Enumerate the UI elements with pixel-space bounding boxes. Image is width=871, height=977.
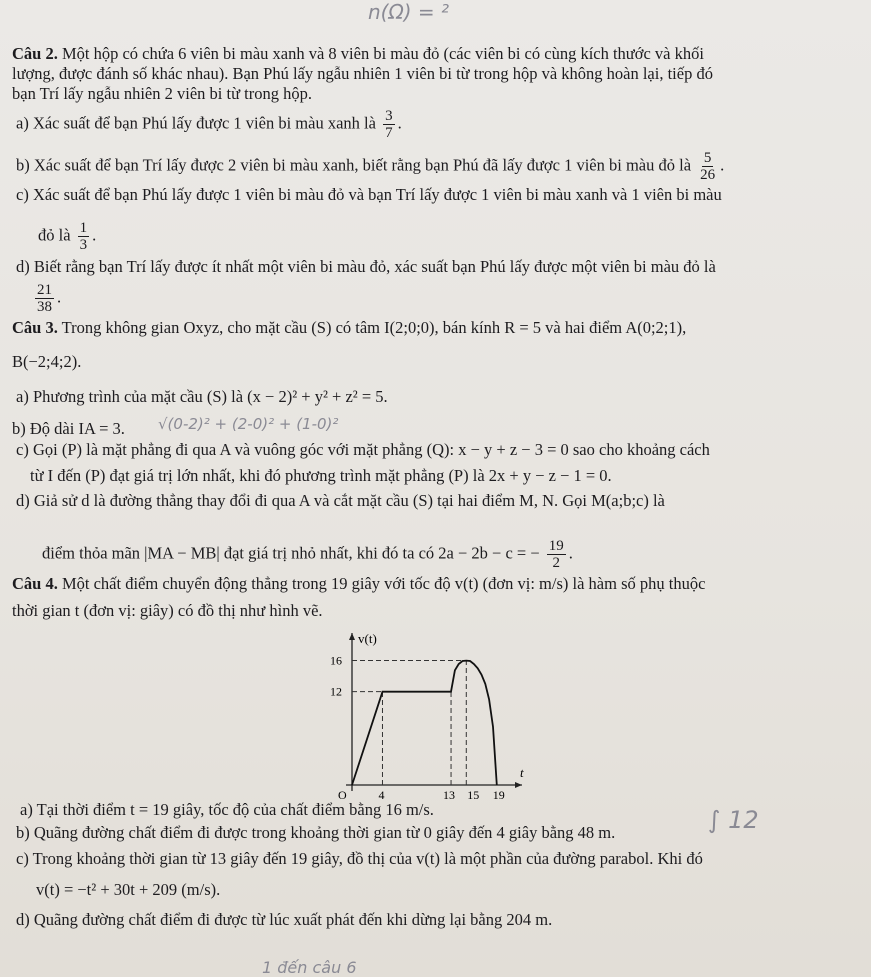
q3-line2: B(−2;4;2). — [12, 352, 82, 371]
fraction — [383, 108, 395, 141]
q2-statement-b: b) Xác suất để bạn Trí lấy được 2 viên bi màu xanh, biết rằng bạn Phú đã lấy được 1 viên bi màu đỏ là $\frac{5}{26}$ . — [16, 150, 725, 183]
numerator: 5 — [703, 150, 712, 166]
fraction — [547, 538, 566, 571]
q2-c2-text: đỏ là — [38, 225, 71, 245]
q2-statement-c1: c) Xác suất để bạn Phú lấy được 1 viên bi màu đỏ và bạn Trí lấy được 1 viên bi màu xanh và 1 viên bi màu — [16, 185, 722, 204]
fraction — [78, 220, 90, 253]
q2-line3: bạn Trí lấy ngẫu nhiên 2 viên bi từ trong hộp. — [12, 84, 312, 103]
q2-statement-a: a) Xác suất để bạn Phú lấy được 1 viên bi màu xanh là $\frac{3}{7}$ . — [16, 108, 402, 141]
x-axis-arrow — [515, 782, 522, 788]
q4-line1-text: Một chất điểm chuyển động thẳng trong 19 giây với tốc độ v(t) (đơn vị: m/s) là hàm số phụ thuộc — [61, 574, 706, 593]
q4-statement-d: d) Quãng đường chất điểm đi được từ lúc xuất phát đến khi dừng lại bằng 204 m. — [16, 910, 553, 929]
y-tick-label: 16 — [330, 653, 342, 668]
q2-line1 — [12, 44, 704, 64]
q3-title: Câu 3. — [12, 318, 58, 337]
handwritten-note-top: n(Ω) = ² — [368, 0, 450, 24]
numerator: 21 — [37, 282, 52, 298]
q3-statement-c2: từ I đến (P) đạt giá trị lớn nhất, khi đó phương trình mặt phẳng (P) là 2x + y − z − 1 = 0. — [30, 466, 612, 485]
q3-d2-text: điểm thỏa mãn |MA − MB| đạt giá trị nhỏ nhất, khi đó ta có 2a − 2b − c = − — [42, 543, 540, 563]
q2-statement-c2: đỏ là $\frac{1}{3}$ . — [38, 220, 97, 253]
handwritten-note-bottom: 1 đến câu 6 — [262, 958, 357, 977]
q3-statement-c1: c) Gọi (P) là mặt phẳng đi qua A và vuông góc với mặt phẳng (Q): x − y + z − 3 = 0 sao cho khoảng cách — [16, 440, 710, 459]
q3-statement-d2: điểm thỏa mãn |MA − MB| đạt giá trị nhỏ nhất, khi đó ta có 2a − 2b − c = − $\frac{19}{2}$ . — [42, 538, 573, 571]
y-axis-arrow — [349, 633, 355, 640]
q3-statement-b: b) Độ dài IA = 3. — [12, 419, 125, 438]
q4-statement-b: b) Quãng đường chất điểm đi được trong khoảng thời gian từ 0 giây đến 4 giây bằng 48 m. — [16, 823, 616, 842]
x-tick-label: 15 — [467, 788, 480, 800]
fraction — [698, 150, 717, 183]
velocity-curve — [352, 661, 497, 785]
handwritten-calc: √(0-2)² + (2-0)² + (1-0)² — [158, 415, 339, 433]
denominator: 26 — [700, 167, 716, 183]
origin-label: O — [338, 788, 347, 800]
numerator: 3 — [385, 108, 393, 124]
q3-line1-text: Trong không gian Oxyz, cho mặt cầu (S) có tâm I(2;0;0), bán kính R = 5 và hai điểm A(0;2;1), — [61, 318, 687, 337]
numerator: 19 — [548, 538, 564, 554]
denominator: 38 — [37, 299, 52, 315]
numerator: 1 — [79, 220, 88, 236]
q4-statement-a: a) Tại thời điểm t = 19 giây, tốc độ của chất điểm bằng 16 m/s. — [20, 800, 434, 819]
q3-statement-d1: d) Giả sử d là đường thẳng thay đổi đi qua A và cắt mặt cầu (S) tại hai điểm M, N. Gọi M(a;b;c) là — [16, 491, 665, 510]
q4-statement-c2: v(t) = −t² + 30t + 209 (m/s). — [36, 880, 221, 899]
q3-line1 — [12, 318, 686, 338]
denominator: 3 — [79, 237, 88, 253]
denominator: 2 — [552, 555, 561, 571]
q2-statement-d: d) Biết rằng bạn Trí lấy được ít nhất một viên bi màu đỏ, xác suất bạn Phú lấy được một viên bi màu đỏ là — [16, 257, 716, 276]
q2-d-fraction: $\frac{21}{38}$ . — [37, 282, 62, 315]
q2-line1-text: Một hộp có chứa 6 viên bi màu xanh và 8 viên bi màu đỏ (các viên bi có cùng kích thước và khối — [61, 44, 704, 63]
x-tick-label: 19 — [492, 788, 505, 800]
y-axis-label: v(t) — [358, 631, 377, 646]
q3-statement-a: a) Phương trình của mặt cầu (S) là (x − 2)² + y² + z² = 5. — [16, 387, 388, 406]
x-tick-label: 4 — [378, 788, 385, 800]
q4-statement-c1: c) Trong khoảng thời gian từ 13 giây đến 19 giây, đồ thị của v(t) là một phần của đường parabol. Khi đó — [16, 849, 703, 868]
q2-title: Câu 2. — [12, 44, 58, 63]
x-axis-label: t — [520, 765, 524, 780]
q2-a-text: a) Xác suất để bạn Phú lấy được 1 viên bi màu xanh là — [16, 113, 376, 133]
handwritten-integral: ∫ 12 — [708, 806, 759, 834]
y-tick-label: 12 — [330, 684, 342, 699]
q4-title: Câu 4. — [12, 574, 58, 593]
q4-line2: thời gian t (đơn vị: giây) có đồ thị như hình vẽ. — [12, 601, 323, 620]
q2-b-text: b) Xác suất để bạn Trí lấy được 2 viên bi màu xanh, biết rằng bạn Phú đã lấy được 1 viên bi màu đỏ là — [16, 155, 692, 175]
q2-line2: lượng, được đánh số khác nhau). Bạn Phú lấy ngẫu nhiên 1 viên bi từ trong hộp và không hoàn lại, tiếp đó — [12, 64, 713, 83]
velocity-graph — [300, 625, 530, 800]
q4-line1 — [12, 574, 705, 594]
fraction — [35, 282, 54, 315]
x-tick-label: 13 — [443, 788, 456, 800]
denominator: 7 — [385, 125, 393, 141]
